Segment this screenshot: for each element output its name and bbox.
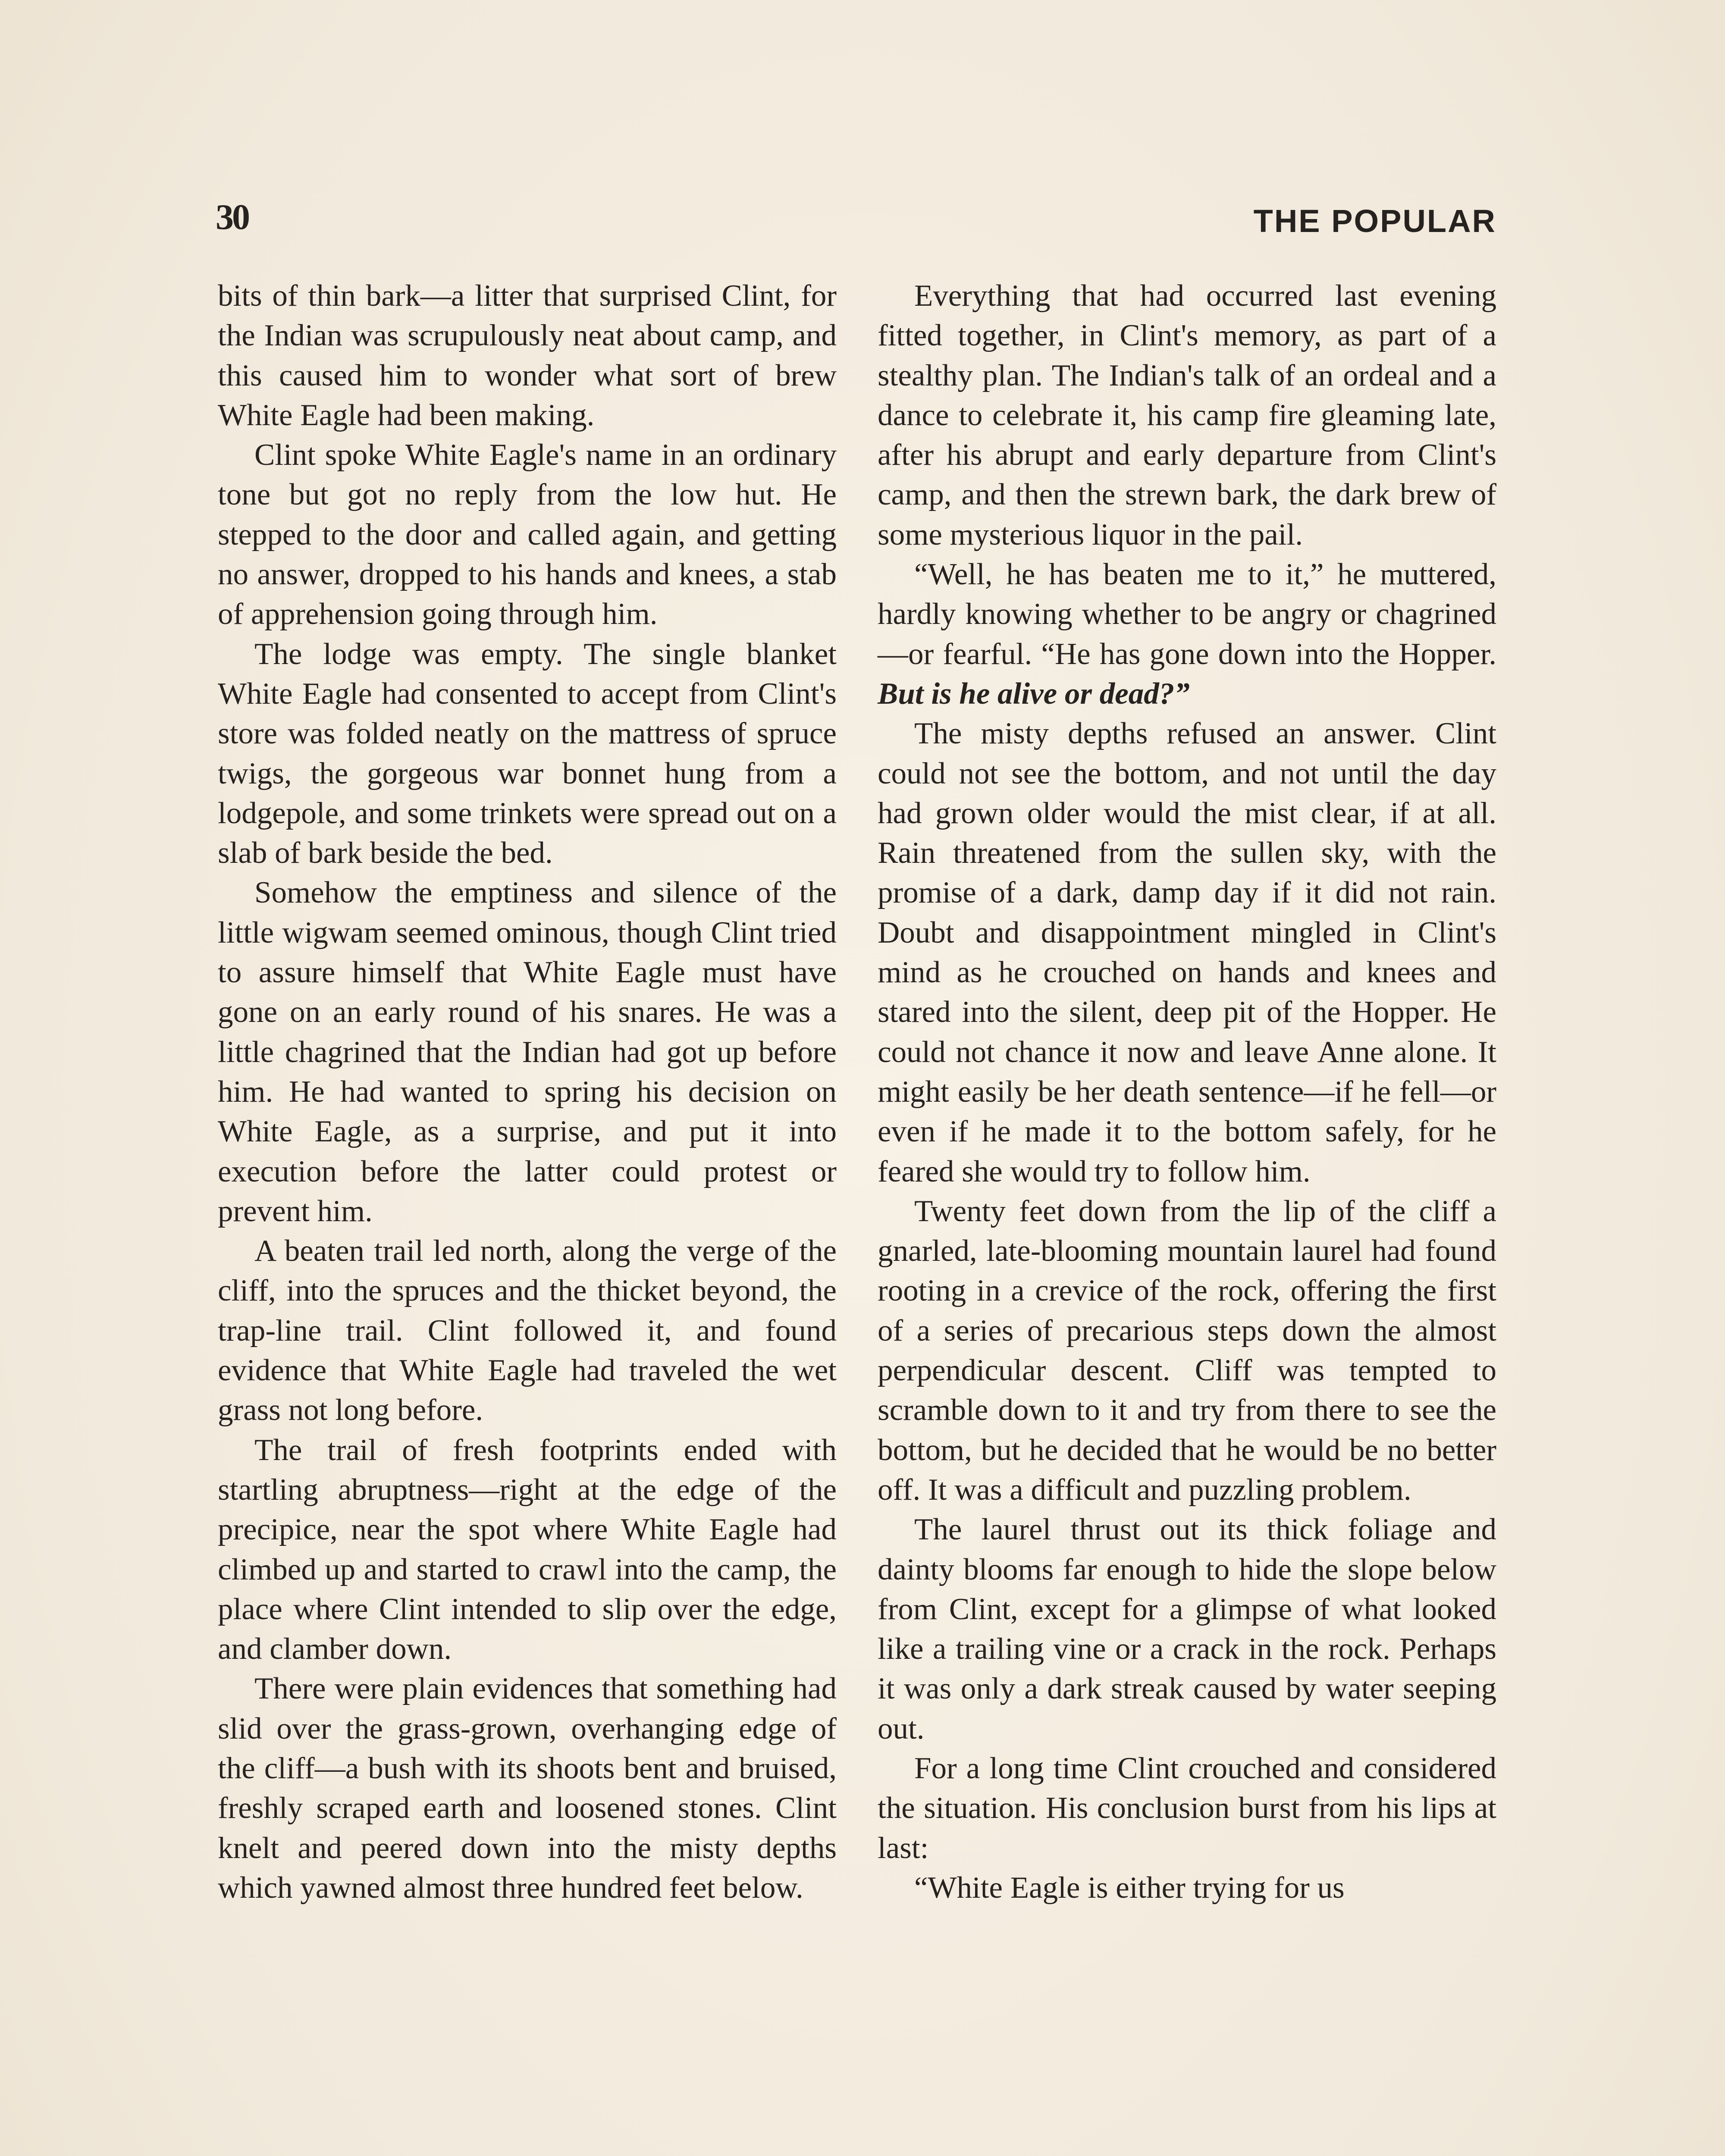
- paragraph: The laurel thrust out its thick foliage and dainty blooms far enough to hide the slope below from Clint, except for a glimpse of what looked like a trailing vine or a crack in the rock. Perhaps it was only a dark streak caused by water seeping out.: [878, 1513, 1496, 1745]
- right-column: [878, 276, 1496, 1908]
- paragraph: The misty depths refused an answer. Clint could not see the bottom, and not until the day had grown older would the mist clear, if at all. Rain threatened from the sullen sky, with the promise of a dark, damp day if it did not rain. Doubt and disappointment mingled in Clint's mind as he crouched on hands and knees and stared into the silent, deep pit of the Hopper. He could not chance it now and leave Anne alone. It might easily be her death sentence—if he fell—or even if he made it to the bottom safely, for he feared she would try to follow him.: [878, 717, 1496, 1188]
- italic-question: But is he alive or dead?”: [878, 677, 1190, 711]
- running-head: THE POPULAR: [1253, 203, 1496, 239]
- paragraph-text: “Well, he has beaten me to it,” he muttered, hardly knowing whether to be angry or chagrined—or fearful. “He has gone down into the Hopper.: [878, 558, 1496, 671]
- paragraph: “White Eagle is either trying for us: [914, 1871, 1345, 1905]
- paragraph: The lodge was empty. The single blanket White Eagle had consented to accept from Clint's store was folded neatly on the mattress of spruce twigs, the gorgeous war bonnet hung from a lodgepole, and some trinkets were spread out on a slab of bark beside the bed.: [218, 637, 837, 870]
- paragraph: For a long time Clint crouched and considered the situation. His conclusion burst from his lips at last:: [878, 1751, 1496, 1865]
- paragraph: The trail of fresh footprints ended with startling abruptness—right at the edge of the precipice, near the spot where White Eagle had climbed up and started to crawl into the camp, the place where Clint intended to slip over the edge, and clamber down.: [218, 1433, 837, 1666]
- paragraph: [878, 555, 1496, 714]
- paragraph: Twenty feet down from the lip of the cliff a gnarled, late-blooming mountain laurel had found rooting in a crevice of the rock, offering the first of a series of precarious steps down the almost perpendicular descent. Cliff was tempted to scramble down to it and try from there to see the bottom, but he decided that he would be no better off. It was a difficult and puzzling problem.: [878, 1194, 1496, 1507]
- paragraph: bits of thin bark—a litter that surprised Clint, for the Indian was scrupulously neat about camp, and this caused him to wonder what sort of brew White Eagle had been making.: [218, 279, 837, 432]
- paragraph: A beaten trail led north, along the verge of the cliff, into the spruces and the thicket beyond, the trap-line trail. Clint followed it, and found evidence that White Eagle had traveled the wet grass not long before.: [218, 1234, 837, 1427]
- left-column: [218, 276, 837, 1908]
- paragraph: Everything that had occurred last evening fitted together, in Clint's memory, as part of a stealthy plan. The Indian's talk of an ordeal and a dance to celebrate it, his camp fire gleaming late, after his abrupt and early departure from Clint's camp, and then the strewn bark, the dark brew of some mysterious liquor in the pail.: [878, 279, 1496, 552]
- paragraph: Somehow the emptiness and silence of the little wigwam seemed ominous, though Clint tried to assure himself that White Eagle must have gone on an early round of his snares. He was a little chagrined that the Indian had got up before him. He had wanted to spring his decision on White Eagle, as a surprise, and put it into execution before the latter could protest or prevent him.: [218, 876, 837, 1228]
- page-number: 30: [216, 197, 248, 237]
- paragraph: There were plain evidences that something had slid over the grass-grown, overhanging edge of the cliff—a bush with its shoots bent and bruised, freshly scraped earth and loosened stones. Clint knelt and peered down into the misty depths which yawned almost three hundred feet below.: [218, 1672, 837, 1905]
- paragraph: Clint spoke White Eagle's name in an ordinary tone but got no reply from the low hut. He stepped to the door and called again, and getting no answer, dropped to his hands and knees, a stab of apprehension going through him.: [218, 438, 837, 631]
